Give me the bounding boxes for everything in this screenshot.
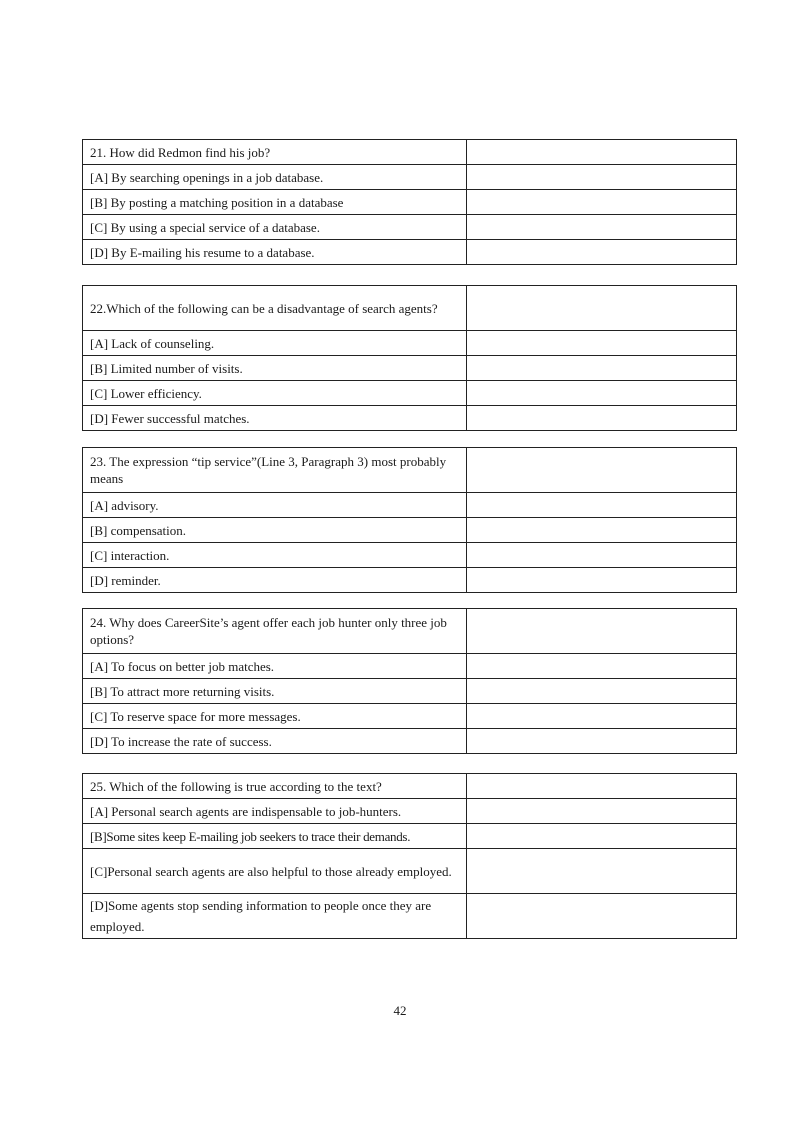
option-d: [D] Fewer successful matches.: [83, 406, 467, 431]
option-a: [A] Personal search agents are indispensable to job-hunters.: [83, 799, 467, 824]
option-a: [A] To focus on better job matches.: [83, 654, 467, 679]
answer-cell: [467, 165, 737, 190]
answer-cell: [467, 568, 737, 593]
question-table-21: [82, 139, 737, 265]
answer-cell: [467, 729, 737, 754]
answer-cell: [467, 240, 737, 265]
option-c: [C] To reserve space for more messages.: [83, 704, 467, 729]
question-table-22: [82, 285, 737, 431]
answer-cell: [467, 704, 737, 729]
answer-cell: [467, 894, 737, 939]
option-d: [D] By E-mailing his resume to a database.: [83, 240, 467, 265]
answer-cell: [467, 609, 737, 654]
answer-cell: [467, 493, 737, 518]
option-c: [C] interaction.: [83, 543, 467, 568]
question-23-text: 23. The expression “tip service”(Line 3, Paragraph 3) most probably means: [83, 448, 467, 493]
answer-cell: [467, 824, 737, 849]
answer-cell: [467, 448, 737, 493]
answer-cell: [467, 774, 737, 799]
option-b: [B] To attract more returning visits.: [83, 679, 467, 704]
answer-cell: [467, 140, 737, 165]
option-c: [C] By using a special service of a database.: [83, 215, 467, 240]
answer-cell: [467, 331, 737, 356]
question-table-25: [82, 773, 737, 939]
answer-cell: [467, 679, 737, 704]
answer-cell: [467, 381, 737, 406]
option-c: [C]Personal search agents are also helpful to those already employed.: [83, 849, 467, 894]
option-d: [D]Some agents stop sending information to people once they are employed.: [83, 894, 467, 939]
answer-cell: [467, 543, 737, 568]
question-table-24: [82, 608, 737, 754]
option-a: [A] By searching openings in a job database.: [83, 165, 467, 190]
option-d: [D] reminder.: [83, 568, 467, 593]
answer-cell: [467, 190, 737, 215]
option-a: [A] advisory.: [83, 493, 467, 518]
option-b: [B]Some sites keep E-mailing job seekers to trace their demands.: [83, 824, 467, 849]
option-d: [D] To increase the rate of success.: [83, 729, 467, 754]
option-a: [A] Lack of counseling.: [83, 331, 467, 356]
question-25-text: 25. Which of the following is true according to the text?: [83, 774, 467, 799]
option-c: [C] Lower efficiency.: [83, 381, 467, 406]
question-21-text: 21. How did Redmon find his job?: [83, 140, 467, 165]
answer-cell: [467, 286, 737, 331]
answer-cell: [467, 654, 737, 679]
option-b: [B] By posting a matching position in a database: [83, 190, 467, 215]
answer-cell: [467, 849, 737, 894]
option-b: [B] Limited number of visits.: [83, 356, 467, 381]
page-number: 42: [393, 1003, 407, 1018]
answer-cell: [467, 799, 737, 824]
question-22-text: 22.Which of the following can be a disadvantage of search agents?: [83, 286, 467, 331]
answer-cell: [467, 356, 737, 381]
question-24-text: 24. Why does CareerSite’s agent offer each job hunter only three job options?: [83, 609, 467, 654]
question-table-23: [82, 447, 737, 593]
answer-cell: [467, 518, 737, 543]
option-b: [B] compensation.: [83, 518, 467, 543]
answer-cell: [467, 406, 737, 431]
answer-cell: [467, 215, 737, 240]
